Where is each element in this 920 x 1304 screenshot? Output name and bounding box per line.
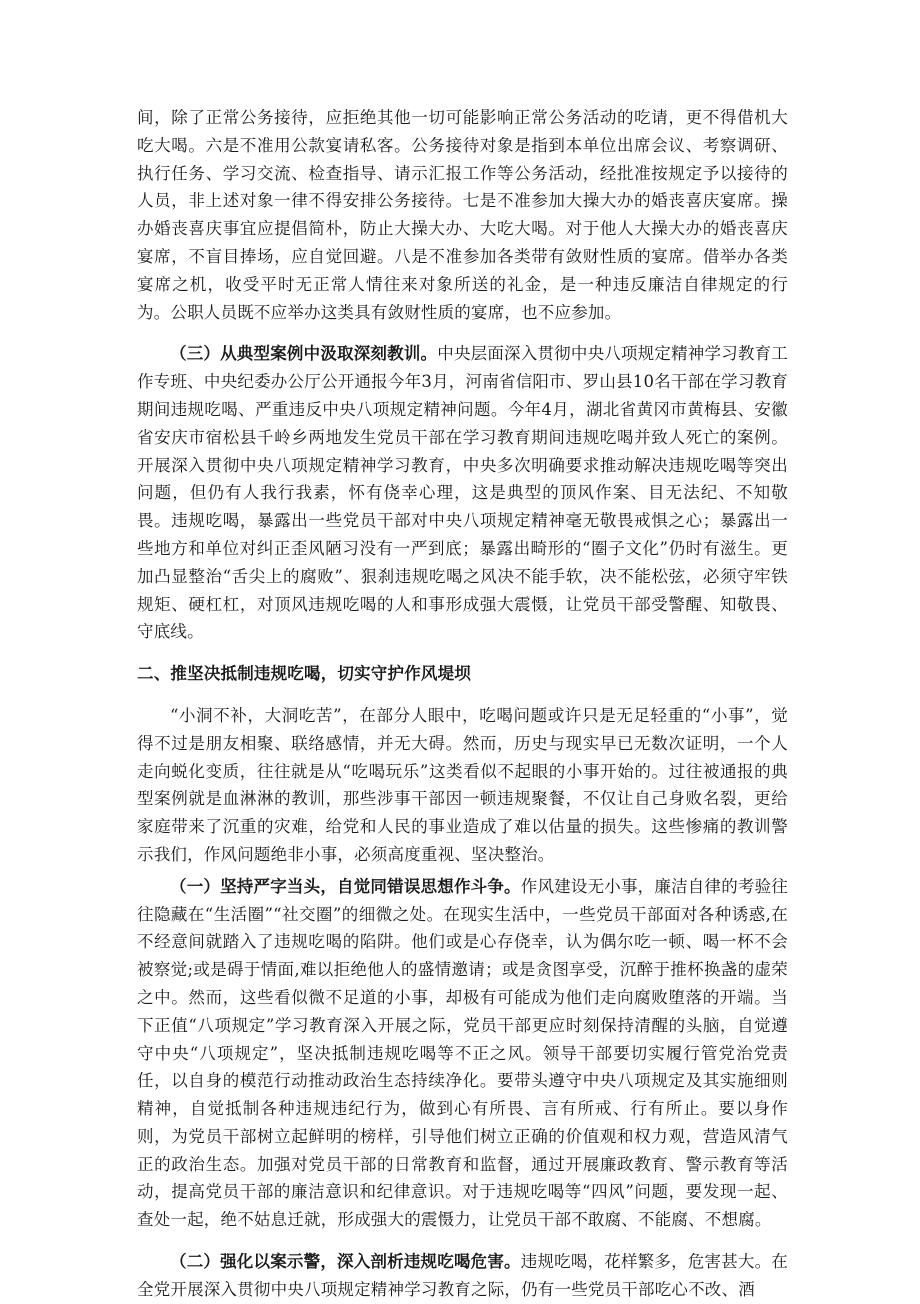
paragraph-strict-first [137, 873, 788, 1234]
paragraph-strict-first-body: 作风建设无小事，廉洁自律的考验往往隐藏在“生活圈”“社交圈”的细微之处。在现实生活中，一些党员干部面对各种诱惑,在不经意间就踏入了违规吃喝的陷阱。他们或是心存侥幸，认为偶尔吃一顿、喝一杯不会被察觉;或是碍于情面,难以拒绝他人的盛情邀请；或是贪图享受，沉醉于推杯换盏的虚荣之中。然而，这些看似微不足道的小事，却极有可能成为他们走向腐败堕落的开端。当下正值“八项规定”学习教育深入开展之际，党员干部更应时刻保持清醒的头脑，自觉遵守中央“八项规定”，坚决抵制违规吃喝等不正之风。领导干部要切实履行管党治党责任，以自身的模范行动推动政治生态持续净化。要带头遵守中央八项规定及其实施细则精神，自觉抵制各种违规违纪行为，做到心有所畏、言有所戒、行有所止。要以身作则，为党员干部树立起鲜明的榜样，引导他们树立正确的价值观和权力观，营造风清气正的政治生态。加强对党员干部的日常教育和监督，通过开展廉政教育、警示教育等活动，提高党员干部的廉洁意识和纪律意识。对于违规吃喝等“四风”问题，要发现一起、查处一起，绝不姑息迁就，形成强大的震慑力，让党员干部不敢腐、不能腐、不想腐。 [137, 876, 789, 1230]
paragraph-case-warning-body: 违规吃喝，花样繁多，危害甚大。在全党开展深入贯彻中央八项规定精神学习教育之际，仍有一些党员干部吃心不改、酒 [137, 1252, 789, 1299]
paragraph-typical-cases [137, 340, 788, 646]
paragraph-typical-cases-body: 中央层面深入贯彻中央八项规定精神学习教育工作专班、中央纪委办公厅公开通报今年3月，河南省信阳市、罗山县10名干部在学习教育期间违规吃喝、严重违反中央八项规定精神问题。今年4月，湖北省黄冈市黄梅县、安徽省安庆市宿松县千岭乡两地发生党员干部在学习教育期间违规吃喝并致人死亡的案例。开展深入贯彻中央八项规定精神学习教育，中央多次明确要求推动解决违规吃喝等突出问题，但仍有人我行我素，怀有侥幸心理，这是典型的顶风作案、目无法纪、不知敬畏。违规吃喝，暴露出一些党员干部对中央八项规定精神毫无敬畏戒惧之心；暴露出一些地方和单位对纠正歪风陋习没有一严到底；暴露出畸形的“圈子文化”仍时有滋生。更加凸显整治“舌尖上的腐败”、狠刹违规吃喝之风决不能手软，决不能松弦，必须守牢铁规矩、硬杠杠，对顶风违规吃喝的人和事形成强大震慑，让党员干部受警醒、知敬畏、守底线。 [137, 344, 789, 642]
subheading-strict-first: （一）坚持严字当头，自觉同错误思想作斗争。 [170, 876, 521, 896]
subheading-typical-cases: （三）从典型案例中汲取深刻教训。 [170, 344, 438, 364]
paragraph-continued: 间，除了正常公务接待，应拒绝其他一切可能影响正常公务活动的吃请，更不得借机大吃大喝。六是不准用公款宴请私客。公务接待对象是指到本单位出席会议、考察调研、执行任务、学习交流、检查指导、请示汇报工作等公务活动，经批准按规定予以接待的人员，非上述对象一律不得安排公务接待。七是不准参加大操大办的婚丧喜庆宴席。操办婚丧喜庆事宜应提倡简朴，防止大操大办、大吃大喝。对于他人大操大办的婚丧喜庆宴席，不盲目捧场，应自觉回避。八是不准参加各类带有敛财性质的宴席。借举办各类宴席之机，收受平时无正常人情往来对象所送的礼金，是一种违反廉洁自律规定的行为。公职人员既不应举办这类具有敛财性质的宴席，也不应参加。 [137, 108, 788, 322]
subheading-case-warning: （二）强化以案示警，深入剖析违规吃喝危害。 [170, 1252, 521, 1272]
paragraph-case-warning [137, 1248, 788, 1304]
paragraph-small-holes: “小洞不补，大洞吃苦”，在部分人眼中，吃喝问题或许只是无足轻重的“小事”，觉得不过是朋友相聚、联络感情，并无大碍。然而，历史与现实早已无数次证明，一个人走向蜕化变质，往往就是从“吃喝玩乐”这类看似不起眼的小事开始的。过往被通报的典型案例就是血淋淋的教训，那些涉事干部因一顿违规聚餐，不仅让自己身败名裂，更给家庭带来了沉重的灾难，给党和人民的事业造成了难以估量的损失。这些惨痛的教训警示我们，作风问题绝非小事，必须高度重视、坚决整治。 [137, 705, 788, 864]
section-heading-two: 二、推坚决抵制违规吃喝，切实守护作风堤坝 [137, 664, 471, 684]
document-body [137, 104, 788, 1304]
